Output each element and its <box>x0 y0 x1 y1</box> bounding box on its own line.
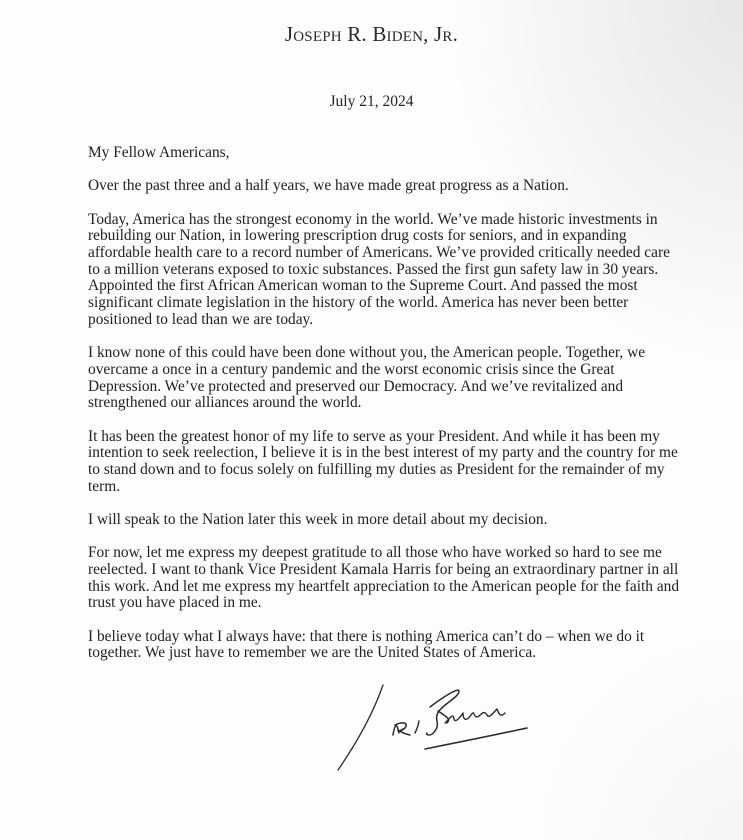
paragraph-line: significant climate legislation in the history of the world. America has never been better <box>88 294 629 312</box>
letter-paragraph <box>88 629 688 662</box>
paragraph-line: positioned to lead than we are today. <box>88 310 314 328</box>
signature-stroke-iden <box>445 709 505 723</box>
paragraph-line: Depression. We’ve protected and preserved our Democracy. And we’ve revitalized and <box>88 377 624 395</box>
paragraph-line: strengthened our alliances around the world. <box>88 394 362 412</box>
letterhead: Joseph R. Biden, Jr. <box>284 22 459 46</box>
letter-paragraph <box>88 429 688 496</box>
paragraph-line: overcame a once in a century pandemic and the worst economic crisis since the Great <box>88 360 615 378</box>
signature-stroke-r <box>393 723 410 735</box>
salutation <box>88 145 688 162</box>
paragraph-line: I believe today what I always have: that there is nothing America can’t do – when we do it <box>88 627 645 645</box>
signature-stroke-dot <box>415 721 419 733</box>
letter-date: July 21, 2024 <box>329 93 414 110</box>
paragraph-line: Appointed the first African American woman to the Supreme Court. And passed the most <box>88 277 638 295</box>
paragraph-line: this work. And let me express my heartfelt appreciation to the American people for the faith and <box>88 577 680 595</box>
letter-paragraph <box>88 512 688 529</box>
paragraph-line: term. <box>88 477 121 495</box>
signature-stroke-b <box>427 690 459 735</box>
paragraphs <box>88 178 688 662</box>
signature-icon <box>335 683 535 793</box>
paragraph-line: I know none of this could have been done without you, the American people. Together, we <box>88 344 646 362</box>
paragraph-line: to a million veterans exposed to toxic substances. Passed the first gun safety law in 30 years. <box>88 260 659 278</box>
paragraph-line: affordable health care to a record number of Americans. We’ve provided critically needed care <box>88 244 670 261</box>
paragraph-line: It has been the greatest honor of my life to serve as your President. And while it has been my <box>88 427 660 445</box>
letter-paragraph <box>88 178 688 195</box>
letter-paragraph <box>88 212 688 329</box>
paragraph-line: For now, let me express my deepest gratitude to all those who have worked so hard to see me <box>88 544 662 562</box>
letter-body <box>88 145 688 679</box>
signature-stroke-j <box>338 685 383 770</box>
letter-paragraph <box>88 345 688 412</box>
signature-underline <box>425 728 527 749</box>
paragraph-line: trust you have placed in me. <box>88 594 262 612</box>
paragraph-line: intention to seek reelection, I believe it is in the best interest of my party and the country for me <box>88 444 678 462</box>
paragraph-line: to stand down and to focus solely on fulfilling my duties as President for the remainder of my <box>88 460 665 478</box>
salutation-line: My Fellow Americans, <box>88 144 230 161</box>
paragraph-line: reelected. I want to thank Vice President Kamala Harris for being an extraordinary partner in all <box>88 560 679 578</box>
paragraph-line: Today, America has the strongest economy in the world. We’ve made historic investments in <box>88 210 658 228</box>
paragraph-line: I will speak to the Nation later this week in more detail about my decision. <box>88 510 548 528</box>
paragraph-line: Over the past three and a half years, we have made great progress as a Nation. <box>88 177 569 195</box>
paragraph-line: rebuilding our Nation, in lowering prescription drug costs for seniors, and in expanding <box>88 227 627 245</box>
letter-paragraph <box>88 545 688 612</box>
paragraph-line: together. We just have to remember we are the United States of America. <box>88 644 537 662</box>
